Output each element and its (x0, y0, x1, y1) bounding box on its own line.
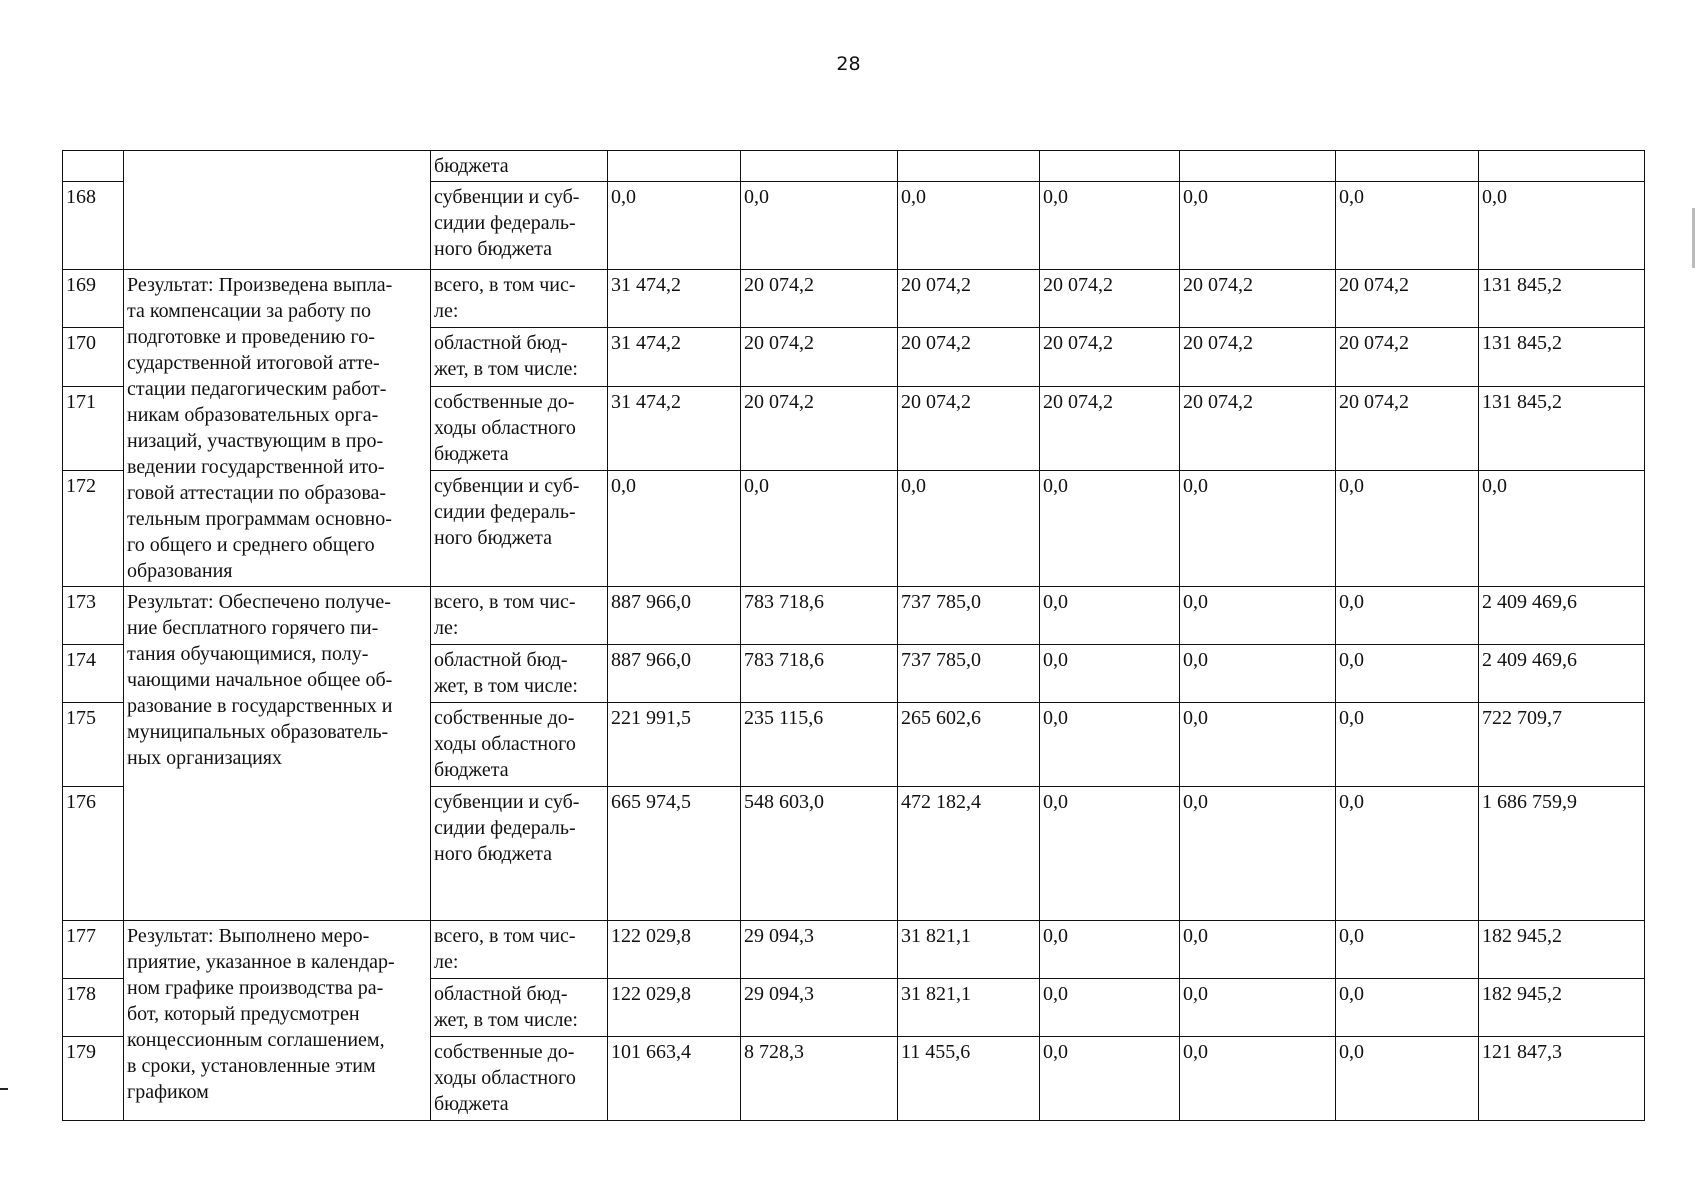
row-number: 175 (63, 703, 124, 787)
value-cell: 20 074,2 (741, 386, 898, 471)
value-cell: 737 785,0 (898, 587, 1040, 645)
value-cell: 0,0 (1180, 979, 1336, 1037)
funding-source: собственные до- ходы областного бюджета (431, 703, 608, 787)
value-cell: 20 074,2 (1040, 328, 1180, 386)
value-cell: 0,0 (1479, 471, 1645, 587)
value-cell: 131 845,2 (1479, 386, 1645, 471)
funding-source: всего, в том чис- ле: (431, 921, 608, 979)
value-cell: 0,0 (1336, 182, 1479, 270)
value-cell: 737 785,0 (898, 645, 1040, 703)
value-cell: 0,0 (1180, 921, 1336, 979)
value-cell: 1 686 759,9 (1479, 787, 1645, 921)
value-cell: 11 455,6 (898, 1037, 1040, 1121)
table-row (63, 270, 1645, 328)
value-cell: 182 945,2 (1479, 979, 1645, 1037)
value-cell: 0,0 (1180, 182, 1336, 270)
value-cell: 101 663,4 (608, 1037, 741, 1121)
value-cell: 31 821,1 (898, 979, 1040, 1037)
value-cell: 0,0 (898, 471, 1040, 587)
value-cell: 0,0 (1040, 1037, 1180, 1121)
value-cell (1040, 151, 1180, 182)
value-cell: 722 709,7 (1479, 703, 1645, 787)
value-cell: 20 074,2 (1336, 270, 1479, 328)
value-cell (741, 151, 898, 182)
value-cell: 0,0 (608, 471, 741, 587)
value-cell (898, 151, 1040, 182)
value-cell: 20 074,2 (1040, 270, 1180, 328)
value-cell: 20 074,2 (898, 386, 1040, 471)
result-description: Результат: Обеспечено получе- ние бесплатного горячего пи- тания обучающимися, полу- чающими начальное общее об- разование в государственных и муниципальных образователь- ных организациях (124, 587, 431, 921)
row-number: 169 (63, 270, 124, 328)
value-cell: 29 094,3 (741, 979, 898, 1037)
value-cell: 29 094,3 (741, 921, 898, 979)
value-cell: 0,0 (1180, 703, 1336, 787)
value-cell: 887 966,0 (608, 587, 741, 645)
value-cell: 783 718,6 (741, 587, 898, 645)
value-cell: 31 474,2 (608, 270, 741, 328)
row-number: 173 (63, 587, 124, 645)
value-cell: 131 845,2 (1479, 328, 1645, 386)
value-cell: 182 945,2 (1479, 921, 1645, 979)
row-number: 172 (63, 471, 124, 587)
value-cell: 20 074,2 (1180, 328, 1336, 386)
table-row (63, 151, 1645, 182)
value-cell: 20 074,2 (1336, 328, 1479, 386)
value-cell: 0,0 (1336, 1037, 1479, 1121)
funding-source: бюджета (431, 151, 608, 182)
value-cell: 0,0 (1336, 587, 1479, 645)
table-row (63, 921, 1645, 979)
row-number: 171 (63, 386, 124, 471)
table-body (63, 151, 1645, 1121)
value-cell: 0,0 (741, 471, 898, 587)
value-cell: 548 603,0 (741, 787, 898, 921)
value-cell: 20 074,2 (1180, 386, 1336, 471)
funding-source: всего, в том чис- ле: (431, 587, 608, 645)
value-cell: 0,0 (608, 182, 741, 270)
value-cell: 2 409 469,6 (1479, 587, 1645, 645)
value-cell: 0,0 (1040, 471, 1180, 587)
value-cell: 31 474,2 (608, 328, 741, 386)
value-cell: 31 821,1 (898, 921, 1040, 979)
value-cell (1180, 151, 1336, 182)
value-cell: 0,0 (898, 182, 1040, 270)
row-number: 179 (63, 1037, 124, 1121)
value-cell: 20 074,2 (741, 328, 898, 386)
value-cell: 20 074,2 (741, 270, 898, 328)
value-cell: 0,0 (1336, 979, 1479, 1037)
value-cell: 2 409 469,6 (1479, 645, 1645, 703)
value-cell: 0,0 (1336, 787, 1479, 921)
value-cell: 0,0 (1336, 471, 1479, 587)
value-cell: 0,0 (1040, 787, 1180, 921)
value-cell: 122 029,8 (608, 921, 741, 979)
table-row (63, 587, 1645, 645)
row-number: 168 (63, 182, 124, 270)
value-cell: 665 974,5 (608, 787, 741, 921)
value-cell: 0,0 (1040, 645, 1180, 703)
value-cell: 0,0 (1040, 587, 1180, 645)
value-cell: 20 074,2 (1336, 386, 1479, 471)
funding-source: областной бюд- жет, в том числе: (431, 328, 608, 386)
value-cell (1336, 151, 1479, 182)
value-cell: 0,0 (1336, 645, 1479, 703)
value-cell: 265 602,6 (898, 703, 1040, 787)
value-cell: 0,0 (1180, 471, 1336, 587)
funding-source: субвенции и суб- сидии федераль- ного бюджета (431, 787, 608, 921)
row-number: 176 (63, 787, 124, 921)
value-cell: 131 845,2 (1479, 270, 1645, 328)
page-number: 28 (836, 53, 861, 75)
value-cell: 0,0 (1180, 787, 1336, 921)
value-cell: 0,0 (1040, 921, 1180, 979)
value-cell: 235 115,6 (741, 703, 898, 787)
funding-source: субвенции и суб- сидии федераль- ного бюджета (431, 182, 608, 270)
funding-source: областной бюд- жет, в том числе: (431, 645, 608, 703)
value-cell: 221 991,5 (608, 703, 741, 787)
value-cell: 122 029,8 (608, 979, 741, 1037)
value-cell: 8 728,3 (741, 1037, 898, 1121)
value-cell: 887 966,0 (608, 645, 741, 703)
value-cell: 0,0 (1180, 1037, 1336, 1121)
value-cell: 20 074,2 (1040, 386, 1180, 471)
result-description (124, 151, 431, 270)
value-cell: 20 074,2 (898, 328, 1040, 386)
scan-edge-mark (1692, 208, 1695, 268)
value-cell (1479, 151, 1645, 182)
funding-source: всего, в том чис- ле: (431, 270, 608, 328)
value-cell: 0,0 (1180, 587, 1336, 645)
value-cell: 0,0 (1336, 703, 1479, 787)
value-cell: 0,0 (1040, 182, 1180, 270)
value-cell (608, 151, 741, 182)
funding-source: собственные до- ходы областного бюджета (431, 386, 608, 471)
value-cell: 0,0 (1040, 703, 1180, 787)
funding-source: областной бюд- жет, в том числе: (431, 979, 608, 1037)
result-description: Результат: Произведена выпла- та компенсации за работу по подготовке и проведению го- сударственной итоговой атте- стации педагогическим работ- никам образовательных орга- низаций, участвующим в про- ведении государственной ито- говой аттестации по образова- тельным программам основно- го общего и среднего общего образования (124, 270, 431, 587)
row-number: 177 (63, 921, 124, 979)
value-cell: 20 074,2 (898, 270, 1040, 328)
value-cell: 783 718,6 (741, 645, 898, 703)
value-cell: 121 847,3 (1479, 1037, 1645, 1121)
value-cell: 0,0 (1336, 921, 1479, 979)
value-cell: 31 474,2 (608, 386, 741, 471)
value-cell: 20 074,2 (1180, 270, 1336, 328)
row-number: 178 (63, 979, 124, 1037)
funding-source: собственные до- ходы областного бюджета (431, 1037, 608, 1121)
value-cell: 472 182,4 (898, 787, 1040, 921)
scan-margin-mark (0, 1088, 8, 1090)
row-number: 174 (63, 645, 124, 703)
value-cell: 0,0 (741, 182, 898, 270)
funding-source: субвенции и суб- сидии федераль- ного бюджета (431, 471, 608, 587)
value-cell: 0,0 (1180, 645, 1336, 703)
row-number (63, 151, 124, 182)
value-cell: 0,0 (1040, 979, 1180, 1037)
value-cell: 0,0 (1479, 182, 1645, 270)
result-description: Результат: Выполнено меро- приятие, указанное в календар- ном графике производства ра- бот, который предусмотрен концессионным соглашением, в сроки, установленные этим графиком (124, 921, 431, 1121)
row-number: 170 (63, 328, 124, 386)
budget-table (62, 150, 1645, 1121)
